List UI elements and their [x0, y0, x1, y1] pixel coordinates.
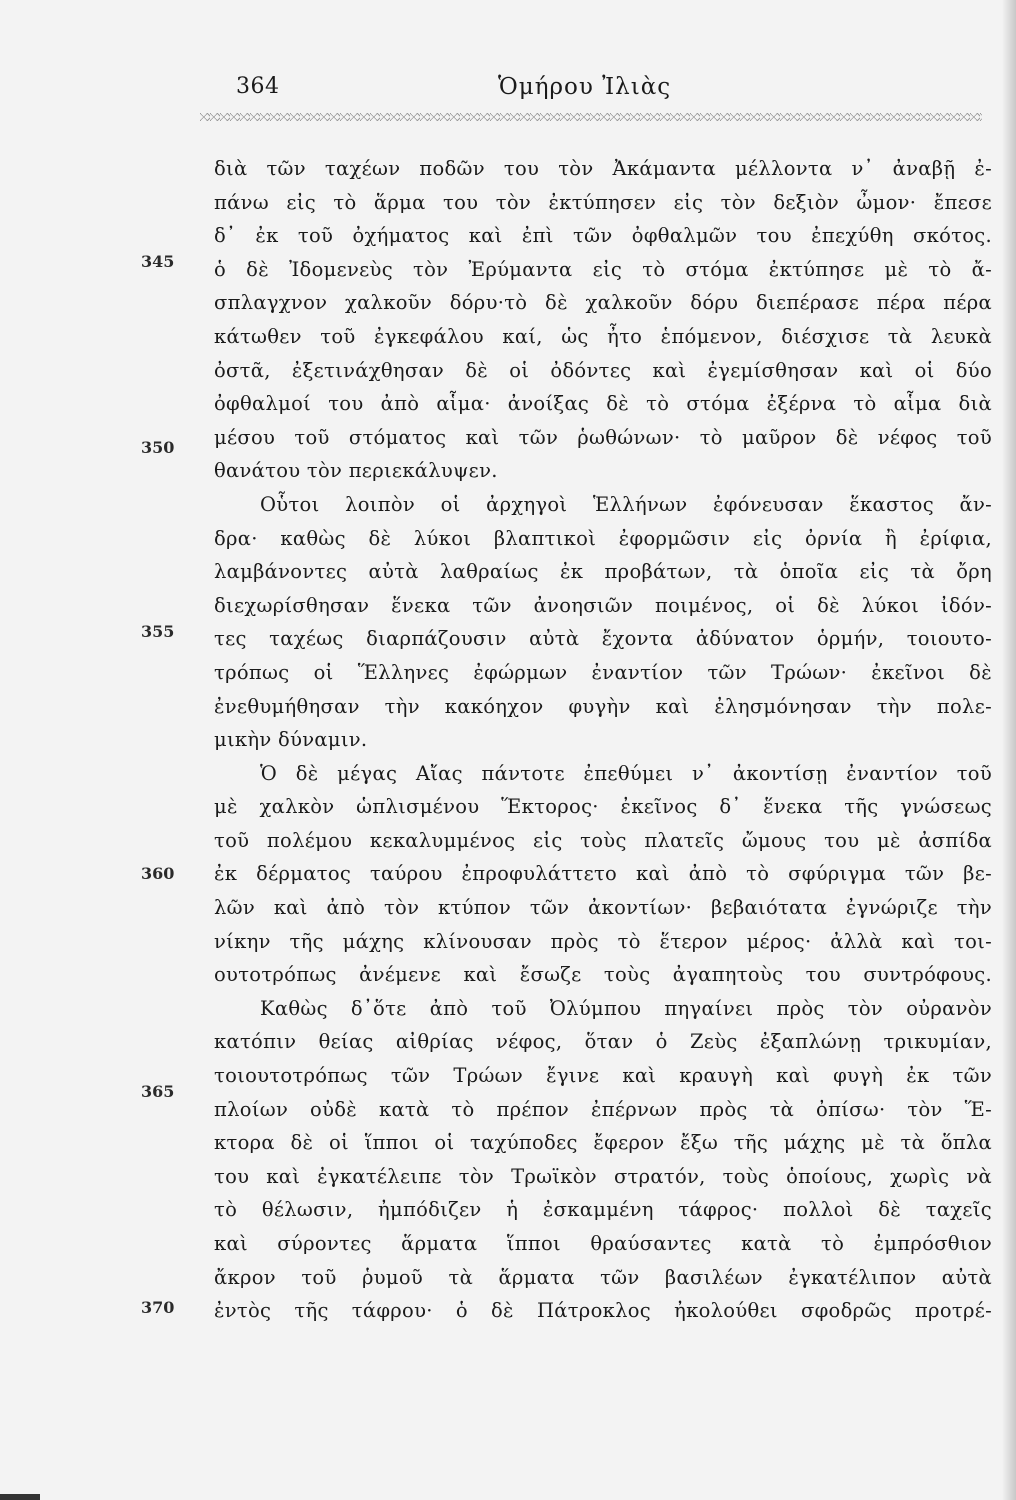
text-line: ὀφθαλμοί του ἀπὸ αἷμα· ἀνοίξας δὲ τὸ στόμα ἐξέρνα τὸ αἷμα διὰ — [214, 392, 992, 416]
text-line: τοῦ πολέμου κεκαλυμμένος εἰς τοὺς πλατεῖς ὤμους του μὲ ἀσπίδα — [214, 828, 992, 852]
text-line: ὁ δὲ Ἰδομενεὺς τὸν Ἐρύμαντα εἰς τὸ στόμα ἐκτύπησε μὲ τὸ ἄ- — [214, 257, 992, 281]
scan-edge-mark — [0, 1494, 40, 1500]
text-line: σπλαγχνον χαλκοῦν δόρυ·τὸ δὲ χαλκοῦν δόρυ διεπέρασε πέρα πέρα — [214, 291, 992, 315]
text-line: ἐκ δέρματος ταύρου ἐπροφυλάττετο καὶ ἀπὸ τὸ σφύριγμα τῶν βε- — [214, 862, 992, 886]
text-line: διεχωρίσθησαν ἕνεκα τῶν ἀνοησιῶν ποιμένος, οἱ δὲ λύκοι ἰδόν- — [214, 593, 992, 617]
text-line: καὶ σύροντες ἅρματα ἵπποι θραύσαντες κατὰ τὸ ἐμπρόσθιον — [214, 1232, 992, 1255]
text-line: ἐντὸς τῆς τάφρου· ὁ δὲ Πάτροκλος ἠκολούθει σφοδρῶς προτρέ- — [214, 1299, 992, 1323]
text-line: ουτοτρόπως ἀνέμενε καὶ ἔσωζε τοὺς ἀγαπητοὺς του συντρόφους. — [214, 963, 992, 987]
line-number: 355 — [141, 622, 175, 641]
page-number: 364 — [236, 74, 280, 99]
header-rule — [200, 113, 982, 121]
line-number: 345 — [141, 252, 175, 271]
text-line: του καὶ ἐγκατέλειπε τὸν Τρωϊκὸν στρατόν, τοὺς ὁποίους, χωρὶς νὰ — [214, 1164, 992, 1188]
text-line: τρόπως οἱ Ἕλληνες ἐφώρμων ἐναντίον τῶν Τρώων· ἐκεῖνοι δὲ — [214, 660, 992, 684]
text-line: ἄκρον τοῦ ῥυμοῦ τὰ ἅρματα τῶν βασιλέων ἐγκατέλιπον αὐτὰ — [214, 1265, 992, 1289]
text-line: τοιουτοτρόπως τῶν Τρώων ἔγινε καὶ κραυγὴ καὶ φυγὴ ἐκ τῶν — [214, 1064, 992, 1088]
text-line: πάνω εἰς τὸ ἅρμα του τὸν ἐκτύπησεν εἰς τὸν δεξιὸν ὦμον· ἔπεσε — [214, 190, 992, 214]
page-header — [236, 74, 996, 114]
paragraph-start-line: Καθὼς δ᾽ὅτε ἀπὸ τοῦ Ὀλύμπου πηγαίνει πρὸς τὸν οὐρανὸν — [260, 996, 992, 1020]
text-line: πλοίων οὐδὲ κατὰ τὸ πρέπον ἐπέρνων πρὸς τὰ ὀπίσω· τὸν Ἕ- — [214, 1097, 992, 1121]
text-line: κτορα δὲ οἱ ἵπποι οἱ ταχύποδες ἔφερον ἔξω τῆς μάχης μὲ τὰ ὅπλα — [214, 1131, 992, 1155]
line-number: 370 — [141, 1298, 175, 1317]
text-line: μικὴν δύναμιν. — [214, 728, 368, 752]
text-line: τες ταχέως διαρπάζουσιν αὐτὰ ἔχοντα ἀδύνατον ὁρμήν, τοιουτο- — [214, 627, 992, 651]
page-edge-shadow — [1002, 0, 1016, 1500]
running-title: Ὁμήρου Ἰλιὰς — [498, 74, 672, 100]
text-line: λῶν καὶ ἀπὸ τὸν κτύπον τῶν ἀκοντίων· βεβαιότατα ἐγνώριζε τὴν — [214, 896, 992, 920]
text-line: μὲ χαλκὸν ὡπλισμένου Ἕκτορος· ἐκεῖνος δ᾽ ἕνεκα τῆς γνώσεως — [214, 795, 992, 819]
text-line: δρα· καθὼς δὲ λύκοι βλαπτικοὶ ἐφορμῶσιν εἰς ὀρνία ἢ ἐρίφια, — [214, 526, 992, 550]
text-line: δ᾽ ἐκ τοῦ ὀχήματος καὶ ἐπὶ τῶν ὀφθαλμῶν του ἐπεχύθη σκότος. — [214, 224, 992, 248]
text-line: ὀστᾶ, ἐξετινάχθησαν δὲ οἱ ὀδόντες καὶ ἐγεμίσθησαν καὶ οἱ δύο — [214, 358, 992, 382]
line-number: 365 — [141, 1082, 175, 1101]
text-line: διὰ τῶν ταχέων ποδῶν του τὸν Ἀκάμαντα μέλλοντα ν᾽ ἀναβῇ ἐ- — [214, 157, 992, 180]
body-text — [214, 152, 992, 1328]
paragraph-start-line: Ὁ δὲ μέγας Αἴας πάντοτε ἐπεθύμει ν᾽ ἀκοντίσῃ ἐναντίον τοῦ — [260, 761, 992, 785]
text-line: νίκην τῆς μάχης κλίνουσαν πρὸς τὸ ἕτερον μέρος· ἀλλὰ καὶ τοι- — [214, 929, 992, 953]
text-line: θανάτου τὸν περιεκάλυψεν. — [214, 459, 498, 483]
paragraph-start-line: Οὗτοι λοιπὸν οἱ ἀρχηγοὶ Ἑλλήνων ἐφόνευσαν ἕκαστος ἄν- — [260, 492, 992, 516]
text-line: μέσου τοῦ στόματος καὶ τῶν ῥωθώνων· τὸ μαῦρον δὲ νέφος τοῦ — [214, 425, 992, 449]
text-line: κατόπιν θείας αἰθρίας νέφος, ὅταν ὁ Ζεὺς ἐξαπλώνῃ τρικυμίαν, — [214, 1030, 992, 1054]
line-number: 350 — [141, 438, 175, 457]
text-line: ἐνεθυμήθησαν τὴν κακόηχον φυγὴν καὶ ἐλησμόνησαν τὴν πολε- — [214, 694, 992, 718]
line-number: 360 — [141, 864, 175, 883]
text-line: λαμβάνοντες αὐτὰ λαθραίως ἐκ προβάτων, τὰ ὁποῖα εἰς τὰ ὄρη — [214, 560, 992, 584]
text-line: τὸ θέλωσιν, ἠμπόδιζεν ἡ ἐσκαμμένη τάφρος· πολλοὶ δὲ ταχεῖς — [214, 1198, 992, 1222]
text-line: κάτωθεν τοῦ ἐγκεφάλου καί, ὡς ἦτο ἑπόμενον, διέσχισε τὰ λευκὰ — [214, 324, 992, 348]
